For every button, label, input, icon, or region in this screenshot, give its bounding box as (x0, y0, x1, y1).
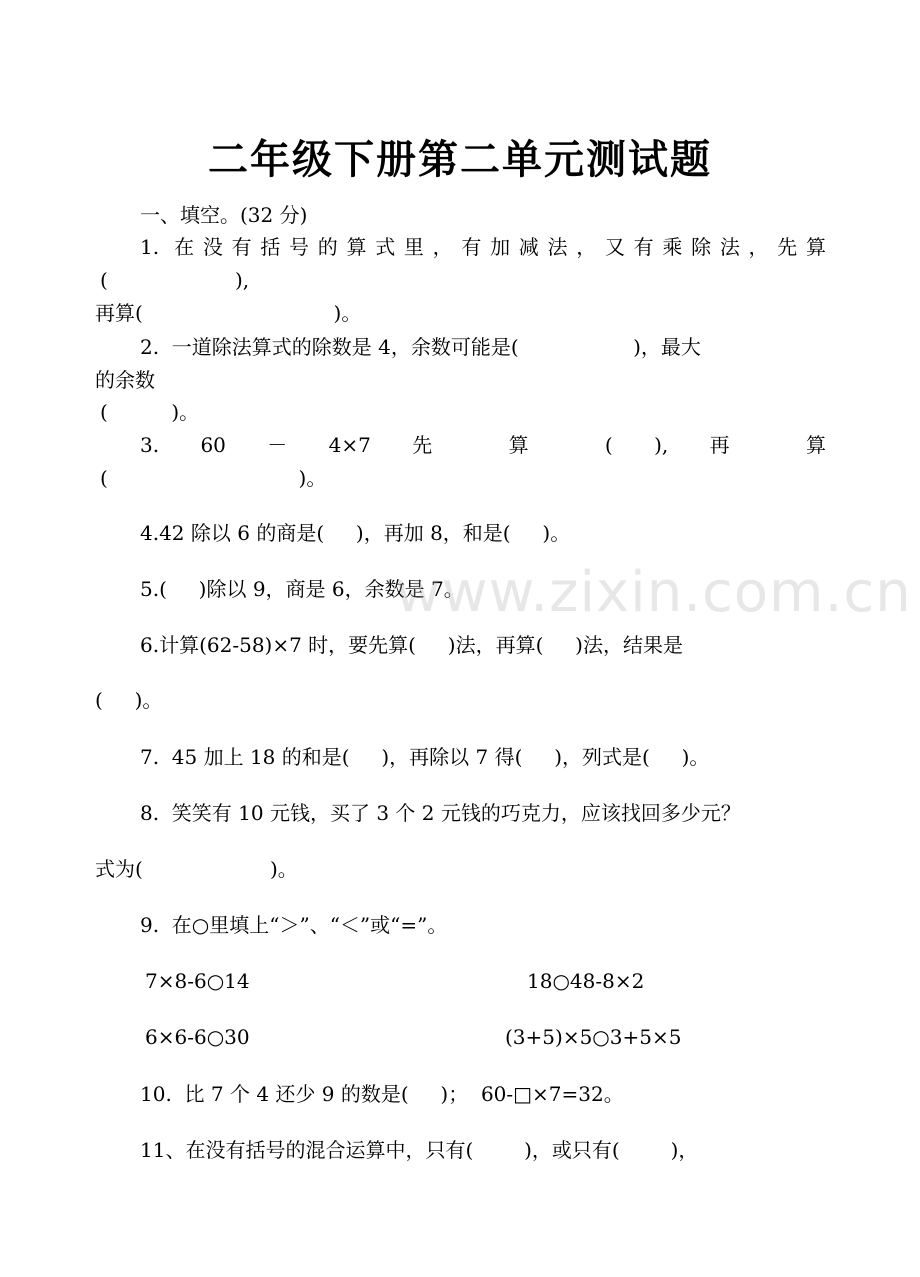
question-9-item: (3+5)×5○3+5×5 (505, 1025, 682, 1049)
question-8-line-2: 式为( )。 (95, 857, 298, 881)
question-7: 7. 45 加上 18 的和是( )，再除以 7 得( )，列式是( )。 (140, 745, 710, 769)
question-1-line-3: 再算( )。 (95, 301, 362, 325)
question-3-line-2: ( )。 (100, 466, 327, 490)
section-heading: 一、填空。(32 分) (140, 203, 308, 227)
question-3-line-1: 3. 60 － 4×7 先 算 ( ), 再 算 (140, 433, 826, 457)
question-6-line-1: 6.计算(62-58)×7 时，要先算( )法，再算( )法，结果是 (140, 633, 683, 657)
question-6-line-2: ( )。 (95, 688, 163, 712)
question-9-item: 7×8-6○14 (145, 969, 250, 993)
question-9-prompt: 9. 在○里填上“＞”、“＜”或“=”。 (140, 913, 448, 937)
question-8-line-1: 8. 笑笑有 10 元钱，买了 3 个 2 元钱的巧克力，应该找回多少元？ (140, 801, 741, 825)
question-2-line-3: ( )。 (100, 400, 200, 424)
question-4: 4.42 除以 6 的商是( )，再加 8，和是( )。 (140, 521, 571, 545)
question-9-item: 18○48-8×2 (527, 969, 645, 993)
question-5: 5.( )除以 9，商是 6，余数是 7。 (140, 577, 464, 601)
page-title: 二年级下册第二单元测试题 (208, 136, 712, 183)
question-2-line-2: 的余数 (95, 368, 155, 392)
question-1-line-2: ( ), (100, 268, 250, 292)
question-10: 10. 比 7 个 4 还少 9 的数是( )； 60-□×7=32。 (140, 1082, 624, 1106)
question-11: 11、在没有括号的混合运算中，只有( )，或只有( )， (140, 1138, 699, 1162)
watermark: www.zixin.com.cn (395, 560, 912, 625)
question-2-line-1: 2. 一道除法算式的除数是 4，余数可能是( )，最大 (140, 335, 701, 359)
question-1-line-1: 1. 在没有括号的算式里，有加减法，又有乘除法，先算 (140, 235, 826, 259)
question-9-item: 6×6-6○30 (145, 1025, 250, 1049)
